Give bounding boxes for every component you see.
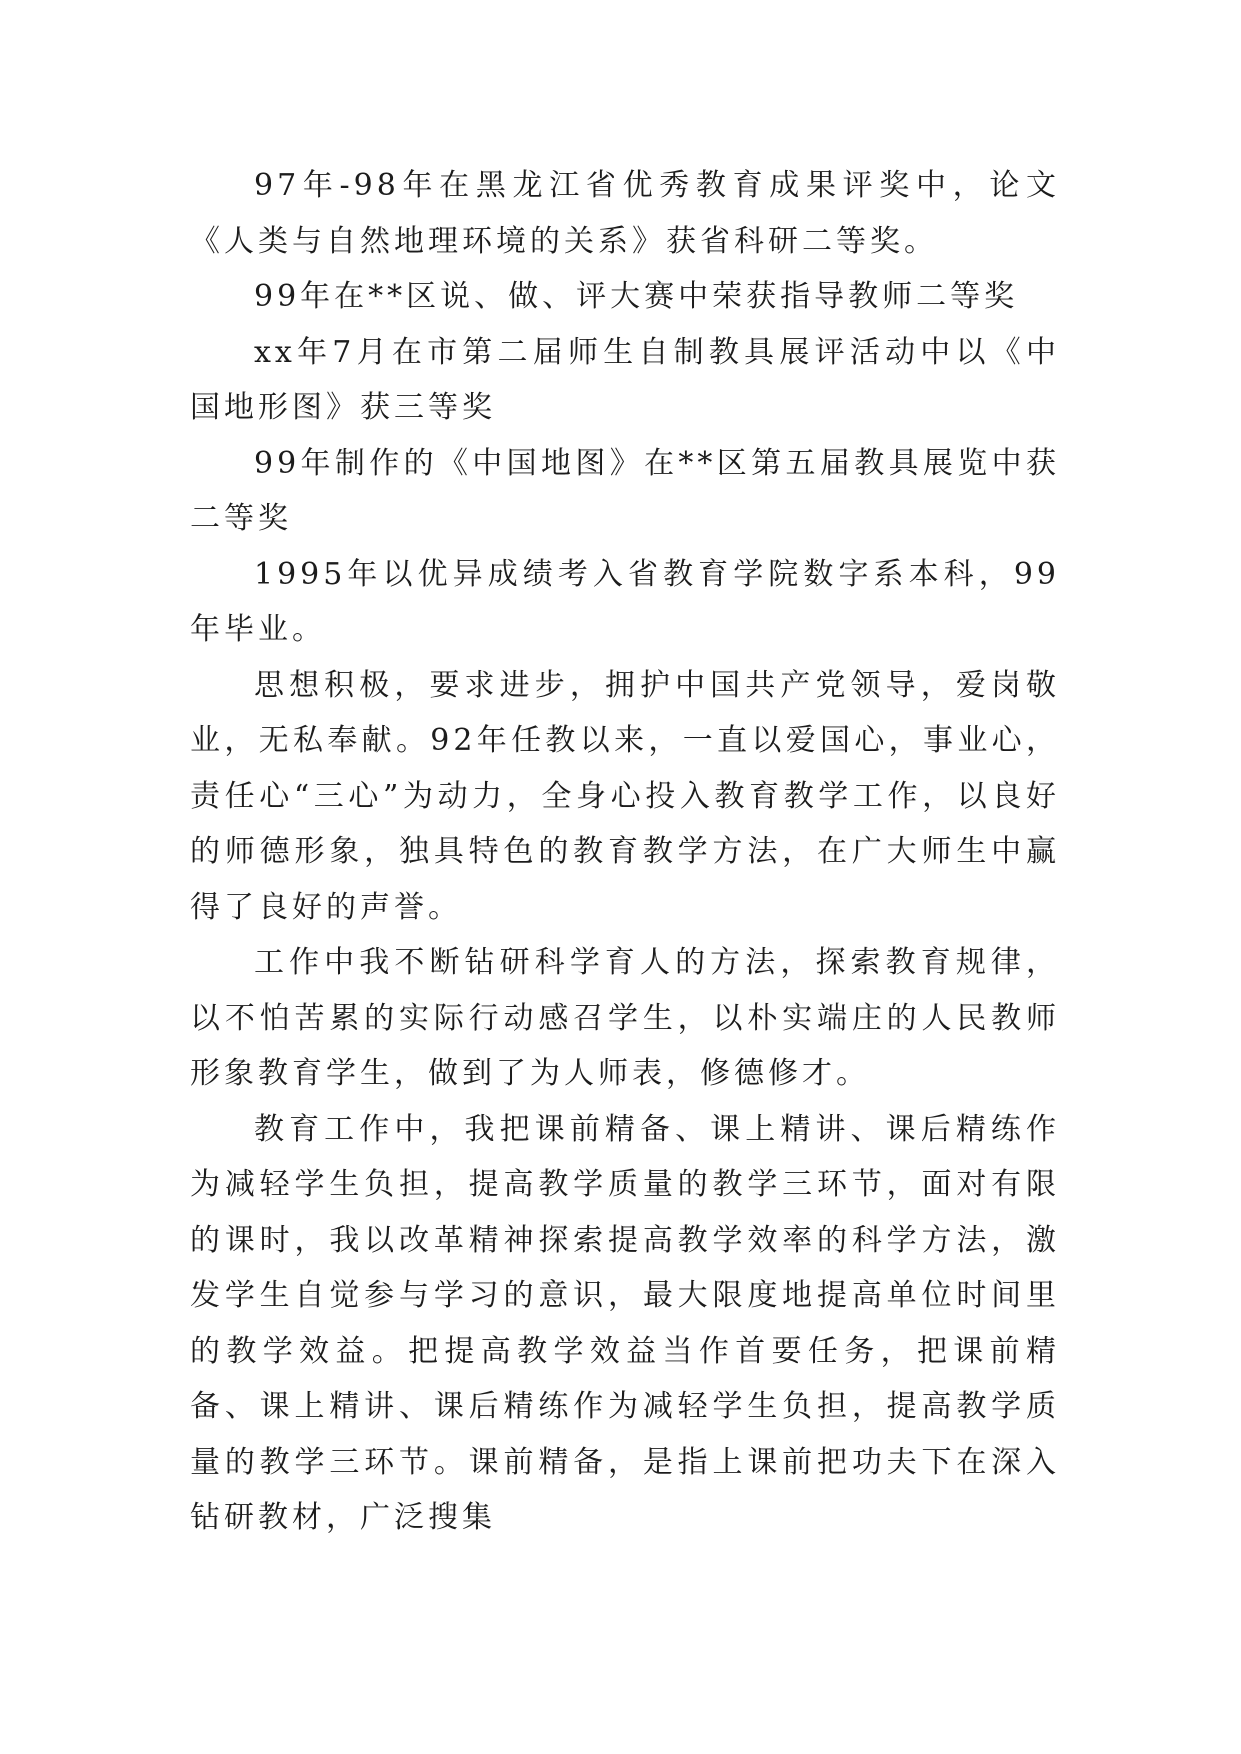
document-body bbox=[190, 158, 1060, 1546]
paragraph-awards-china-map: 99年制作的《中国地图》在**区第五届教具展览中获二等奖 bbox=[190, 445, 1060, 536]
paragraph-awards-teaching-aid: xx年7月在市第二届师生自制教具展评活动中以《中国地形图》获三等奖 bbox=[190, 334, 1060, 425]
paragraph-awards-1998: 97年-98年在黑龙江省优秀教育成果评奖中，论文《人类与自然地理环境的关系》获省科研二等奖。 bbox=[190, 168, 1060, 259]
paragraph-attitude: 思想积极，要求进步，拥护中国共产党领导，爱岗敬业，无私奉献。92年任教以来，一直以爱国心，事业心，责任心“三心”为动力，全身心投入教育教学工作，以良好的师德形象，独具特色的教育教学方法，在广大师生中赢得了良好的声誉。 bbox=[190, 667, 1060, 925]
paragraph-education: 1995年以优异成绩考入省教育学院数字系本科，99年毕业。 bbox=[190, 556, 1060, 647]
paragraph-work-methods: 工作中我不断钻研科学育人的方法，探索教育规律，以不怕苦累的实际行动感召学生，以朴实端庄的人民教师形象教育学生，做到了为人师表，修德修才。 bbox=[190, 945, 1060, 1091]
paragraph-teaching-practice: 教育工作中，我把课前精备、课上精讲、课后精练作为减轻学生负担，提高教学质量的教学三环节，面对有限的课时，我以改革精神探索提高教学效率的科学方法，激发学生自觉参与学习的意识，最大限度地提高单位时间里的教学效益。把提高教学效益当作首要任务，把课前精备、课上精讲、课后精练作为减轻学生负担，提高教学质量的教学三环节。课前精备，是指上课前把功夫下在深入钻研教材，广泛搜集 bbox=[190, 1111, 1060, 1535]
paragraph-awards-1999-contest: 99年在**区说、做、评大赛中荣获指导教师二等奖 bbox=[254, 279, 1019, 314]
